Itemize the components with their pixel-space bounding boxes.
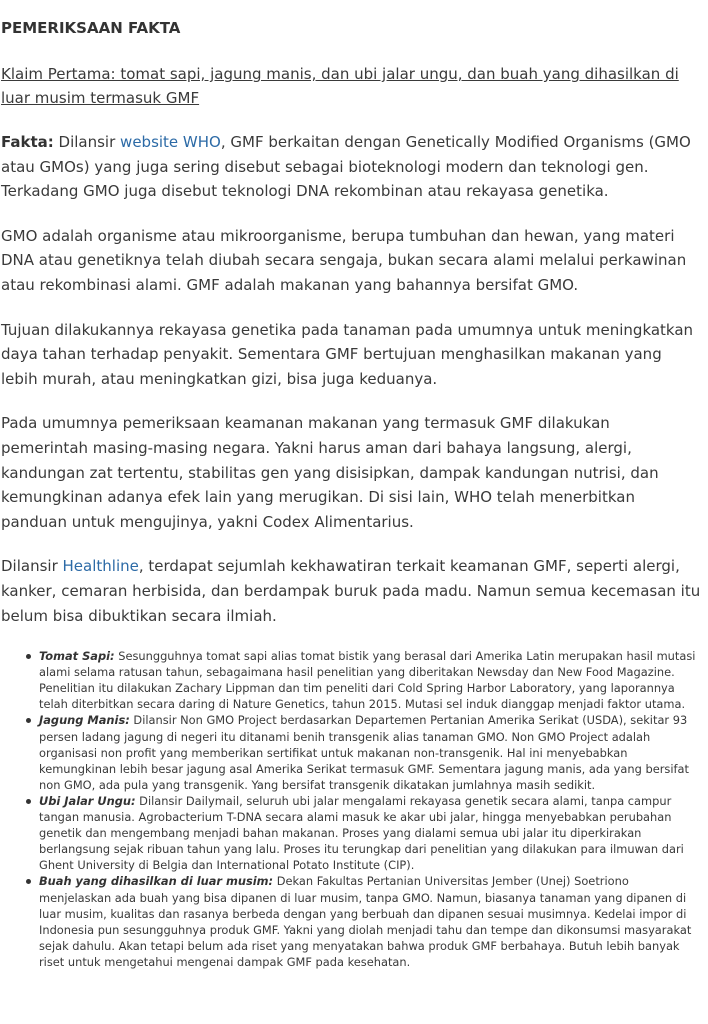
fact-body: , GMF berkaitan dengan Genetically Modified Organisms (GMO atau GMOs) yang juga sering disebut sebagai bioteknologi modern dan teknologi gen. Terkadang GMO juga disebut teknologi DNA rekombinan atau rekayasa genetika. <box>1 133 691 201</box>
food-safety-paragraph: Pada umumnya pemeriksaan keamanan makanan yang termasuk GMF dilakukan pemerintah masing-masing negara. Yakni harus aman dari bahaya langsung, alergi, kandungan zat tertentu, stabilitas gen yang disisipkan, dampak kandungan nutrisi, dan kemungkinan adanya efek lain yang merugikan. Di sisi lain, WHO telah menerbitkan panduan untuk mengujinya, yakni Codex Alimentarius. <box>1 414 659 531</box>
list-item-buah-luar-musim <box>25 873 701 970</box>
list-item-tomat-sapi <box>25 648 701 712</box>
fact-label: Fakta: <box>1 133 54 151</box>
who-website-link[interactable]: website WHO <box>120 133 221 151</box>
list-item-ubi-jalar-ungu <box>25 793 701 873</box>
bullet-icon <box>26 879 31 884</box>
healthline-link[interactable]: Healthline <box>62 557 139 576</box>
healthline-body: , terdapat sejumlah kekhawatiran terkait keamanan GMF, seperti alergi, kanker, cemaran herbisida, dan berdampak buruk pada madu. Namun semua kecemasan itu belum bisa dibuktikan secara ilmiah. <box>1 557 701 625</box>
bullet-icon <box>26 654 31 659</box>
bullet-icon <box>26 799 31 804</box>
list-item-jagung-manis <box>25 712 701 792</box>
section-heading: PEMERIKSAAN FAKTA <box>1 19 181 37</box>
claim-items-list <box>1 648 701 970</box>
list-item-text: Dilansir Non GMO Project berdasarkan Departemen Pertanian Amerika Serikat (USDA), sekitar 93 persen ladang jagung di negeri itu ditanami benih transgenik alias tanaman GMO. Non GMO Project adalah organisasi non profit yang memberikan sertifikat untuk makanan non-transgenik. Hal ini menyebabkan kemungkinan lebih besar jagung asal Amerika Serikat termasuk GMF. Sementara jagung manis, ada yang bersifat non GMO, ada pula yang transgenik. Yang bersifat transgenik dikatakan jumlahnya masih sedikit. <box>39 713 689 792</box>
list-item-term: Ubi Jalar Ungu: <box>39 793 136 808</box>
healthline-paragraph <box>1 554 701 628</box>
fact-paragraph <box>1 130 701 204</box>
claim-text: Klaim Pertama: tomat sapi, jagung manis, dan ubi jalar ungu, dan buah yang dihasilkan di luar musim termasuk GMF <box>1 65 679 107</box>
genetic-engineering-purpose-paragraph: Tujuan dilakukannya rekayasa genetika pada tanaman pada umumnya untuk meningkatkan daya tahan terhadap penyakit. Sementara GMF bertujuan menghasilkan makanan yang lebih murah, atau meningkatkan gizi, bisa juga keduanya. <box>1 320 694 388</box>
list-item-term: Buah yang dihasilkan di luar musim: <box>39 874 274 889</box>
list-item-text: Dilansir Dailymail, seluruh ubi jalar mengalami rekayasa genetik secara alami, tanpa campur tangan manusia. Agrobacterium T-DNA secara alami masuk ke akar ubi jalar, hingga menyebabkan perubahan genetik dan mengembang menjadi bahan makanan. Proses yang dialami semua ubi jalar itu diperkirakan berlangsung sejak ribuan tahun yang lalu. Proses itu terungkap dari penelitian yang dilakukan para ilmuwan dari Ghent University di Belgia dan International Potato Institute (CIP). <box>39 793 684 873</box>
fact-intro: Dilansir <box>53 133 121 151</box>
gmo-definition-paragraph: GMO adalah organisme atau mikroorganisme, berupa tumbuhan dan hewan, yang materi DNA atau genetiknya telah diubah secara sengaja, bukan secara alami melalui perkawinan atau rekombinasi alami. GMF adalah makanan yang bahannya bersifat GMO. <box>1 226 687 294</box>
list-item-text: Dekan Fakultas Pertanian Universitas Jember (Unej) Soetriono menjelaskan ada buah yang bisa dipanen di luar musim, tanpa GMO. Namun, biasanya tanaman yang dipanen di luar musim, kualitas dan rasanya berbeda dengan yang berbuah dan dipanen sesuai musimnya. Kedelai impor di Indonesia pun sesungguhnya produk GMF. Yakni yang diolah menjadi tahu dan tempe dan dikonsumsi masyarakat sejak dahulu. Akan tetapi belum ada riset yang menyatakan bahwa produk GMF berbahaya. Butuh lebih banyak riset untuk mengetahui mengenai dampak GMF pada kesehatan. <box>39 874 692 969</box>
list-item-text: Sesungguhnya tomat sapi alias tomat bistik yang berasal dari Amerika Latin merupakan hasil mutasi alami selama ratusan tahun, sebagaimana hasil penelitian yang diberitakan Newsday dan New Food Magazine. Penelitian itu dilakukan Zachary Lippman dan tim peneliti dari Cold Spring Harbor Laboratory, yang laporannya telah diterbitkan secara daring di Nature Genetics, tahun 2015. Mutasi sel induk dianggap menjadi faktor utama. <box>39 649 696 712</box>
list-item-term: Tomat Sapi: <box>39 649 115 664</box>
list-item-term: Jagung Manis: <box>39 713 130 728</box>
healthline-intro: Dilansir <box>1 557 63 576</box>
bullet-icon <box>26 718 31 723</box>
